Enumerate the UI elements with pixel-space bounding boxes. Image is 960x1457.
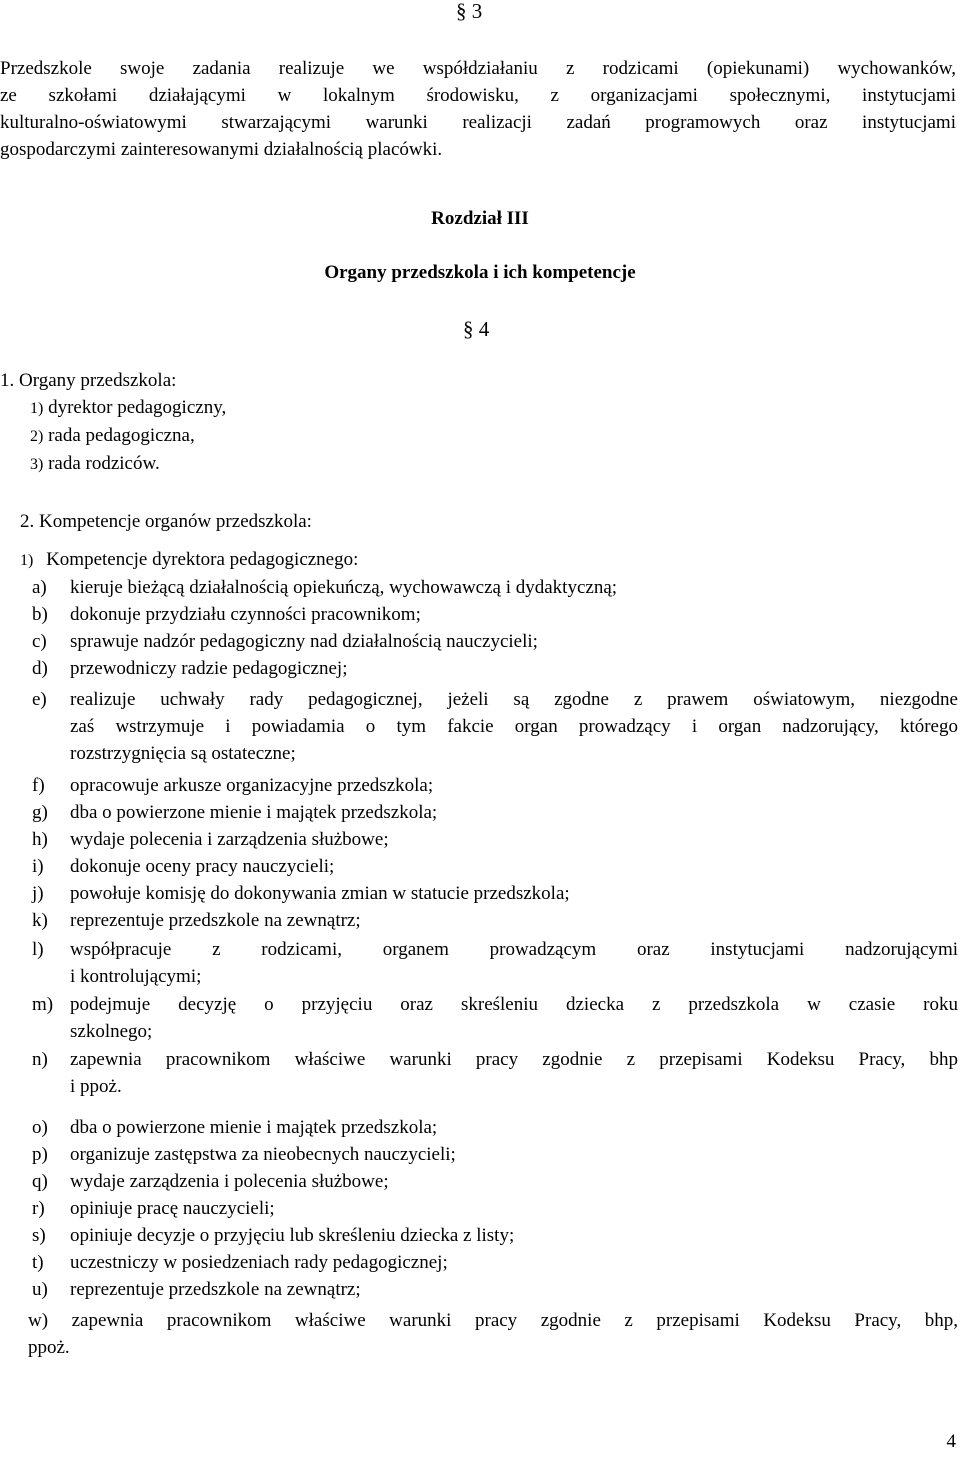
section-3-mark: § 3 — [456, 0, 483, 23]
organs-item: 3) rada rodziców. — [30, 453, 160, 474]
competence-item-line: reprezentuje przedszkole na zewnątrz; — [70, 910, 361, 931]
competence-item-text — [70, 574, 958, 601]
competence-item-label: a) — [32, 577, 47, 598]
competence-item-label: d) — [32, 658, 48, 679]
competence-item-text — [70, 799, 958, 826]
chapter-subtitle: Organy przedszkola i ich kompetencje — [324, 262, 636, 283]
competence-item-text — [70, 907, 958, 934]
competence-item-line: współpracuje z rodzicami, organem prowadzącym oraz instytucjami nadzorującymi — [70, 939, 958, 960]
competence-item-label: u) — [32, 1279, 48, 1300]
competence-item-label: q) — [32, 1171, 48, 1192]
competence-item-label: k) — [32, 910, 48, 931]
competence-item-line: sprawuje nadzór pedagogiczny nad działalnością nauczycieli; — [70, 631, 538, 652]
paragraph-line: Przedszkole swoje zadania realizuje we współdziałaniu z rodzicami (opiekunami) wychowanków, — [0, 58, 956, 79]
competence-item-label: h) — [32, 829, 48, 850]
organs-item: 2) rada pedagogiczna, — [30, 425, 195, 446]
competence-item-label: t) — [32, 1252, 44, 1273]
director-competences-heading: 1) Kompetencje dyrektora pedagogicznego: — [20, 549, 359, 570]
competence-item-line: reprezentuje przedszkole na zewnątrz; — [70, 1279, 361, 1300]
competence-item-line: wydaje zarządzenia i polecenia służbowe; — [70, 1171, 389, 1192]
competence-item-label: b) — [32, 604, 48, 625]
competence-item-line: realizuje uchwały rady pedagogicznej, jeżeli są zgodne z prawem oświatowym, niezgodne — [70, 689, 958, 710]
competence-item-w — [28, 1307, 958, 1361]
competence-item-line: opracowuje arkusze organizacyjne przedszkola; — [70, 775, 434, 796]
competence-item-line: i kontrolującymi; — [70, 966, 202, 987]
competence-item-text — [70, 1168, 958, 1195]
competence-item-text — [70, 772, 958, 799]
competence-item-line: opiniuje pracę nauczycieli; — [70, 1198, 275, 1219]
competence-item-text — [70, 1046, 958, 1100]
competence-item-text — [70, 601, 958, 628]
competence-item-line: dba o powierzone mienie i majątek przedszkola; — [70, 1117, 438, 1138]
competence-item-label: l) — [32, 939, 44, 960]
section-3-paragraph — [0, 55, 956, 163]
competence-item-label: p) — [32, 1144, 48, 1165]
competence-item-text — [70, 1195, 958, 1222]
paragraph-line: kulturalno-oświatowymi stwarzającymi warunki realizacji zadań programowych oraz instytucjami — [0, 112, 956, 133]
organs-item: 1) dyrektor pedagogiczny, — [30, 397, 227, 418]
competence-item-line: i ppoż. — [70, 1076, 122, 1097]
competence-item-line: dokonuje przydziału czynności pracownikom; — [70, 604, 421, 625]
competence-item-text — [70, 1114, 958, 1141]
competence-item-line: opiniuje decyzje o przyjęciu lub skreśleniu dziecka z listy; — [70, 1225, 515, 1246]
competence-item-label: o) — [32, 1117, 48, 1138]
competence-item-text — [70, 853, 958, 880]
competence-item-text — [70, 686, 958, 767]
competence-item-w-line2: ppoż. — [28, 1337, 70, 1358]
competence-item-label: m) — [32, 994, 54, 1015]
section-4-mark: § 4 — [463, 317, 490, 341]
competence-item-text — [70, 1276, 958, 1303]
competence-item-label: r) — [32, 1198, 45, 1219]
competence-item-label: e) — [32, 689, 47, 710]
competence-item-line: rozstrzygnięcia są ostateczne; — [70, 743, 296, 764]
competence-item-text — [70, 936, 958, 990]
competence-item-label: g) — [32, 802, 48, 823]
competence-item-line: przewodniczy radzie pedagogicznej; — [70, 658, 348, 679]
competence-item-label: f) — [32, 775, 45, 796]
competence-item-text — [70, 628, 958, 655]
competence-item-text — [70, 880, 958, 907]
organs-heading: 1. Organy przedszkola: — [0, 370, 177, 391]
page-number: 4 — [946, 1431, 956, 1452]
competence-item-line: uczestniczy w posiedzeniach rady pedagogicznej; — [70, 1252, 448, 1273]
competence-item-text — [70, 826, 958, 853]
competence-item-line: szkolnego; — [70, 1021, 153, 1042]
competence-item-text — [70, 1141, 958, 1168]
competences-heading: 2. Kompetencje organów przedszkola: — [20, 511, 312, 532]
competence-item-text — [70, 655, 958, 682]
chapter-title: Rozdział III — [431, 208, 529, 229]
competence-item-line: wydaje polecenia i zarządzenia służbowe; — [70, 829, 389, 850]
competence-item-line: podejmuje decyzję o przyjęciu oraz skreśleniu dziecka z przedszkola w czasie roku — [70, 994, 958, 1015]
competence-item-label: c) — [32, 631, 47, 652]
competence-item-label: j) — [32, 883, 44, 904]
competence-item-line: dokonuje oceny pracy nauczycieli; — [70, 856, 335, 877]
competence-item-line: dba o powierzone mienie i majątek przedszkola; — [70, 802, 438, 823]
organs-list — [0, 367, 226, 478]
competence-item-label: s) — [32, 1225, 46, 1246]
paragraph-line: gospodarczymi zainteresowanymi działalnością placówki. — [0, 139, 443, 160]
paragraph-line: ze szkołami działającymi w lokalnym środowisku, z organizacjami społecznymi, instytucjami — [0, 85, 956, 106]
competence-item-line: zaś wstrzymuje i powiadamia o tym fakcie organ prowadzący i organ nadzorujący, którego — [70, 716, 958, 737]
competence-item-text — [70, 1249, 958, 1276]
competence-item-text — [70, 991, 958, 1045]
competence-item-label: n) — [32, 1049, 48, 1070]
competence-item-label: i) — [32, 856, 44, 877]
competence-item-line: zapewnia pracownikom właściwe warunki pracy zgodnie z przepisami Kodeksu Pracy, bhp — [70, 1049, 958, 1070]
competence-item-w-line1: w) zapewnia pracownikom właściwe warunki pracy zgodnie z przepisami Kodeksu Pracy, bhp, — [28, 1310, 958, 1331]
competence-item-line: organizuje zastępstwa za nieobecnych nauczycieli; — [70, 1144, 456, 1165]
director-competences-list — [0, 574, 960, 1334]
competence-item-line: powołuje komisję do dokonywania zmian w statucie przedszkola; — [70, 883, 570, 904]
competence-item-text — [70, 1222, 958, 1249]
competence-item-line: kieruje bieżącą działalnością opiekuńczą, wychowawczą i dydaktyczną; — [70, 577, 618, 598]
